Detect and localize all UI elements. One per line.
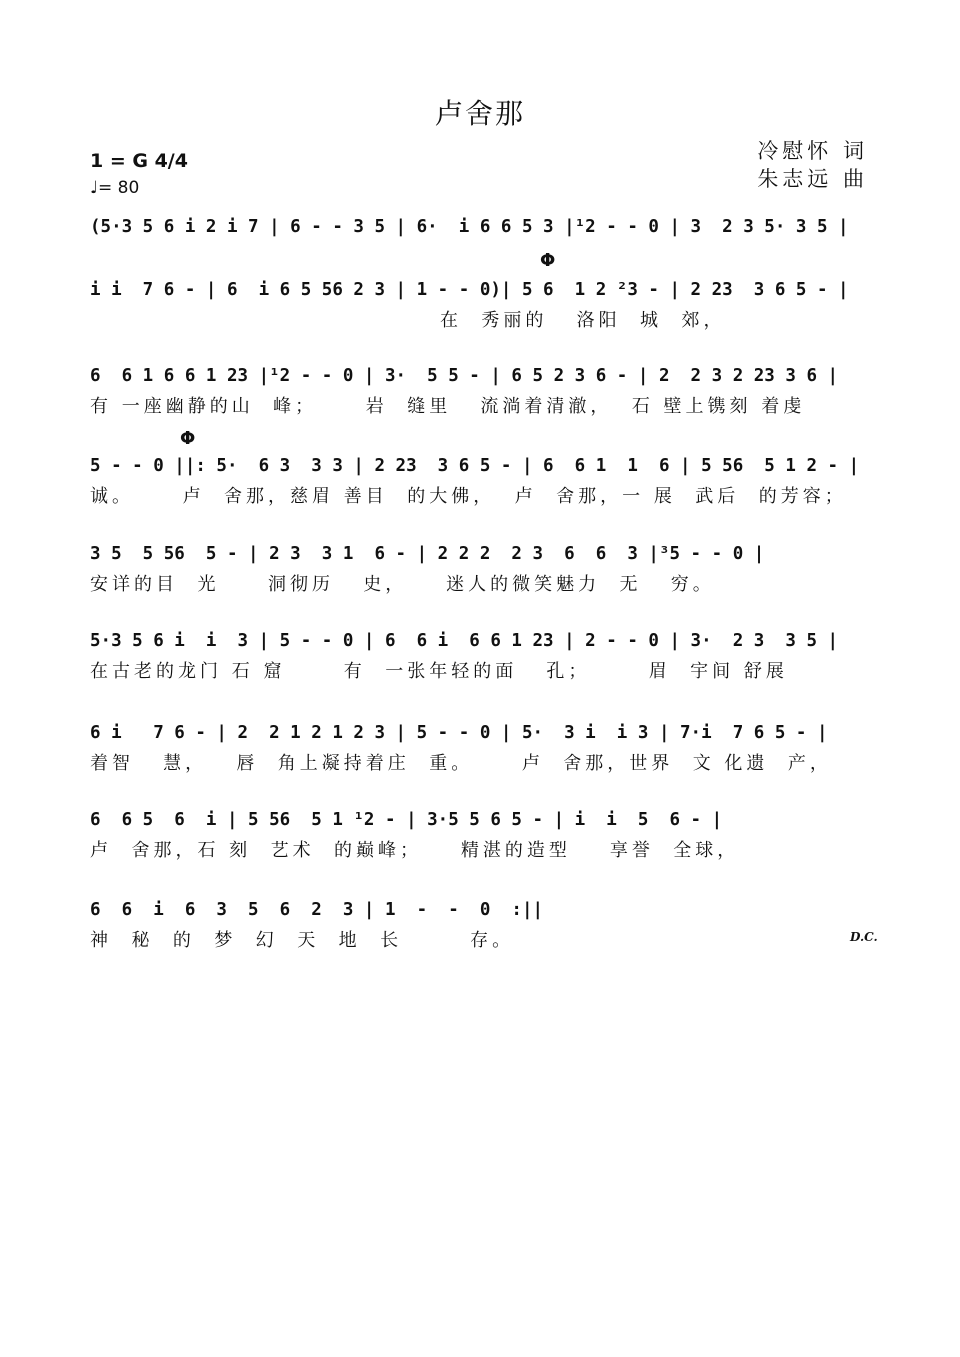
notation-line: 6 6 1 6 6 1 23 |¹2 - - 0 | 3· 5 5 - | 6 5 2 3 6 - | 2 2 3 2 23 3 6 |: [90, 366, 839, 386]
staff-row-6: [90, 627, 872, 685]
lyric-line: 有 一座幽静的山 峰； 岩 缝里 流淌着清澈， 石 壁上镌刻 着虔: [90, 396, 806, 417]
lyric-line: 神 秘 的 梦 幻 天 地 长 存。: [90, 930, 515, 951]
coda-sign: Φ: [180, 428, 196, 449]
notation-line: 6 i 7 6 - | 2 2 1 2 1 2 3 | 5 - - 0 | 5· 3 i i 3 | 7·i 7 6 5 - |: [90, 723, 828, 743]
coda-sign: Φ: [540, 250, 556, 271]
credits: [757, 137, 868, 193]
notation-line: i i 7 6 - | 6 i 6 5 56 2 3 | 1 - - 0)| 5 6 1 2 ²3 - | 2 23 3 6 5 - |: [90, 280, 849, 300]
notation-line: 5·3 5 6 i i 3 | 5 - - 0 | 6 6 i 6 6 1 23 | 2 - - 0 | 3· 2 3 3 5 |: [90, 631, 839, 651]
lyric-line: 在 秀丽的 洛阳 城 郊，: [90, 310, 726, 331]
song-title: 卢舍那: [434, 97, 525, 130]
lyric-line: 安详的目 光 洞彻历 史， 迷人的微笑魅力 无 穷。: [90, 574, 715, 595]
staff-row-5: [90, 540, 872, 598]
notation-line: 5 - - 0 ||: 5· 6 3 3 3 | 2 23 3 6 5 - | 6 6 1 1 6 | 5 56 5 1 2 - |: [90, 456, 860, 476]
notation-line: 6 6 i 6 3 5 6 2 3 | 1 - - 0 :||: [90, 900, 544, 920]
staff-row-4: [90, 452, 872, 510]
key-signature: 1 = G 4/4: [90, 150, 188, 172]
notation-line: 3 5 5 56 5 - | 2 3 3 1 6 - | 2 2 2 2 3 6 6 3 |³5 - - 0 |: [90, 544, 765, 564]
tempo-marking: ♩= 80: [90, 178, 140, 198]
da-capo-marking: D.C.: [850, 930, 878, 944]
lyric-line: 卢 舍那，石 刻 艺术 的巅峰； 精湛的造型 享誉 全球，: [90, 840, 740, 861]
lyricist-credit: 冷慰怀 词: [757, 139, 868, 163]
lyric-line: 在古老的龙门 石 窟 有 一张年轻的面 孔； 眉 宇间 舒展: [90, 661, 788, 682]
notation-line: (5·3 5 6 i 2 i 7 | 6 - - 3 5 | 6· i 6 6 5 3 |¹2 - - 0 | 3 2 3 5· 3 5 |: [90, 217, 849, 237]
staff-row-9: [90, 896, 872, 954]
notation-line: 6 6 5 6 i | 5 56 5 1 ¹2 - | 3·5 5 6 5 - | i i 5 6 - |: [90, 810, 723, 830]
lyric-line: [90, 245, 872, 271]
composer-credit: 朱志远 曲: [757, 167, 868, 191]
staff-row-2: [90, 276, 872, 334]
staff-row-3: [90, 362, 872, 420]
staff-row-7: [90, 719, 872, 777]
lyric-line: 着智 慧， 唇 角上凝持着庄 重。 卢 舍那，世界 文 化遗 产，: [90, 753, 832, 774]
lyric-line: 诚。 卢 舍那，慈眉 善目 的大佛， 卢 舍那，一 展 武后 的芳容；: [90, 486, 847, 507]
staff-row-8: [90, 806, 872, 864]
staff-row-1: [90, 213, 872, 271]
